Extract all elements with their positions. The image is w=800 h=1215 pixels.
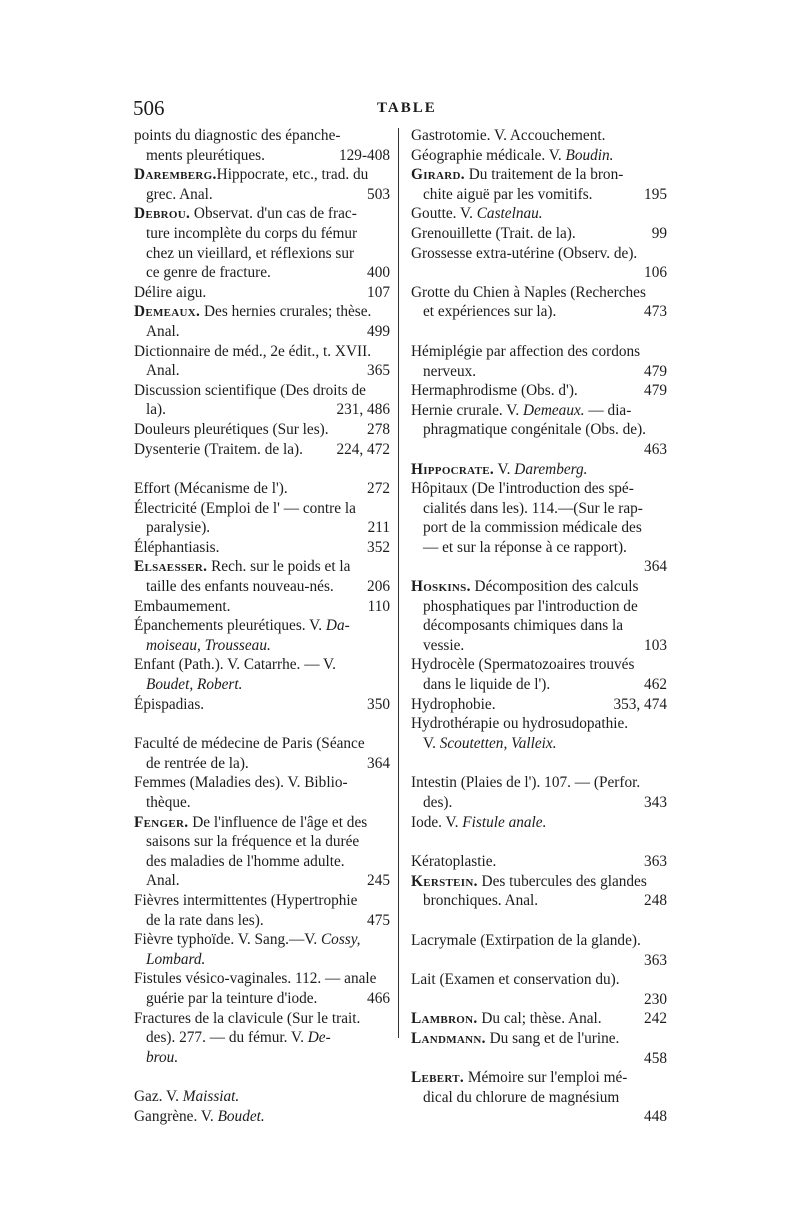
column-divider — [398, 128, 399, 1038]
index-entry-gangrene: Gangrène. V. Boudet. — [134, 1107, 265, 1125]
index-entry-daremberg: Daremberg.Hippocrate, etc., trad. du grec. Anal. 503 — [134, 166, 390, 203]
index-entry-hernie: Hernie crurale. V. Demeaux. — dia- phragmatique congénitale (Obs. de). 463 — [411, 401, 667, 458]
index-entry-dysenterie: Dysenterie (Traitem. de la). 224, 472 — [134, 440, 390, 458]
index-entry-douleurs: Douleurs pleurétiques (Sur les). 278 — [134, 420, 390, 438]
index-entry-gaz: Gaz. V. Maissiat. — [134, 1088, 240, 1106]
index-entry-femmes: Femmes (Maladies des). V. Biblio- thèque. — [134, 774, 348, 811]
index-entry-hopitaux: Hôpitaux (De l'introduction des spé- cialités dans les). 114.—(Sur le rap- port de la commission médicale des — et sur la réponse à ce rapport). 364 — [411, 480, 667, 576]
index-entry-faculte: Faculté de médecine de Paris (Séance de rentrée de la). 364 — [134, 735, 390, 772]
index-entry-demarquay-cont: points du diagnostic des épanche- ments pleurétiques. 129-408 — [134, 127, 390, 164]
index-entry-delire: Délire aigu. 107 — [134, 283, 390, 301]
index-entry-demeaux: Demeaux. Des hernies crurales; thèse. Anal. 499 — [134, 303, 390, 340]
index-entry-grossesse: Grossesse extra-utérine (Observ. de). 106 — [411, 244, 667, 282]
index-entry-intestin: Intestin (Plaies de l'). 107. — (Perfor. des). 343 — [411, 774, 667, 811]
index-entry-hydrophobie: Hydrophobie. 353, 474 — [411, 695, 667, 713]
index-entry-fievres: Fièvres intermittentes (Hypertrophie de la rate dans les). 475 — [134, 891, 390, 929]
index-entry-lait: Lait (Examen et conservation du). 230 — [411, 971, 667, 1008]
right-column — [411, 126, 667, 1127]
index-entry-fistules: Fistules vésico-vaginales. 112. — anale guérie par la teinture d'iode. 466 — [134, 970, 390, 1007]
index-entry-effort: Effort (Mécanisme de l'). 272 — [134, 480, 390, 498]
index-entry-grenouillette: Grenouillette (Trait. de la). 99 — [411, 224, 667, 242]
index-entry-fievre-typhoide: Fièvre typhoïde. V. Sang.—V. Cossy, Lombard. — [134, 931, 361, 968]
running-title: TABLE — [377, 100, 437, 116]
index-entry-debrou: Debrou. Observat. d'un cas de frac- ture incomplète du corps du fémur chez un vieillard, et réflexions sur ce genre de fracture. 400 — [134, 205, 390, 282]
index-entry-geographie: Géographie médicale. V. Boudin. — [411, 146, 614, 164]
index-entry-lebert: Lebert. Mémoire sur l'emploi mé- dical du chlorure de magnésium 448 — [411, 1069, 667, 1126]
index-entry-lambron: Lambron. Du cal; thèse. Anal. 242 — [411, 1010, 667, 1028]
index-entry-landmann: Landmann. Du sang et de l'urine. 458 — [411, 1029, 667, 1067]
index-entry-hydrotherapie: Hydrothérapie ou hydrosudopathie. V. Scoutetten, Valleix. — [411, 715, 629, 752]
index-entry-hydrocele: Hydrocèle (Spermatozoaires trouvés dans le liquide de l'). 462 — [411, 656, 667, 694]
index-entry-hermaphrodisme: Hermaphrodisme (Obs. d'). 479 — [411, 382, 667, 400]
left-column — [134, 126, 390, 1127]
index-entry-electricite: Électricité (Emploi de l' — contre la paralysie). 211 — [134, 499, 390, 537]
index-entry-iode: Iode. V. Fistule anale. — [411, 813, 547, 831]
index-entry-goutte: Goutte. V. Castelnau. — [411, 205, 543, 223]
page-number: 506 — [133, 96, 165, 120]
index-entry-kerstein: Kerstein. Des tubercules des glandes bronchiques. Anal. 248 — [411, 872, 667, 910]
index-entry-hemiplegie: Hémiplégie par affection des cordons nerveux. 479 — [411, 342, 667, 380]
index-entry-gastrotomie: Gastrotomie. V. Accouchement. — [411, 127, 606, 144]
index-entry-fenger: Fenger. De l'influence de l'âge et des saisons sur la fréquence et la durée des maladies de l'homme adulte. Anal. 245 — [134, 813, 390, 890]
index-entry-dictionnaire: Dictionnaire de méd., 2e édit., t. XVII. Anal. 365 — [134, 342, 390, 380]
index-entry-discussion: Discussion scientifique (Des droits de la). 231, 486 — [134, 381, 390, 419]
index-entry-enfant: Enfant (Path.). V. Catarrhe. — V. Boudet, Robert. — [134, 656, 336, 694]
index-entry-lacrymale: Lacrymale (Extirpation de la glande). 363 — [411, 931, 667, 969]
index-entry-elsaesser: Elsaesser. Rech. sur le poids et la taille des enfants nouveau-nés. 206 — [134, 558, 390, 596]
index-entry-epanchements: Épanchements pleurétiques. V. Da- moiseau, Trousseau. — [134, 617, 350, 654]
index-entry-hoskins: Hoskins. Décomposition des calculs phosphatiques par l'introduction de décomposants chimiques dans la vessie. 103 — [411, 578, 667, 654]
index-entry-fractures: Fractures de la clavicule (Sur le trait. des). 277. — du fémur. V. De- brou. — [134, 1009, 361, 1066]
index-entry-epispadias: Épispadias. 350 — [134, 695, 390, 713]
index-entry-girard: Girard. Du traitement de la bron- chite aiguë par les vomitifs. 195 — [411, 166, 667, 203]
index-entry-embaumement: Embaumement. 110 — [134, 597, 390, 615]
index-entry-hippocrate: Hippocrate. V. Daremberg. — [411, 460, 588, 478]
index-entry-keratoplastie: Kératoplastie. 363 — [411, 853, 667, 871]
index-entry-elephantiasis: Éléphantiasis. 352 — [134, 538, 390, 556]
index-entry-grotte: Grotte du Chien à Naples (Recherches et expériences sur la). 473 — [411, 283, 667, 321]
